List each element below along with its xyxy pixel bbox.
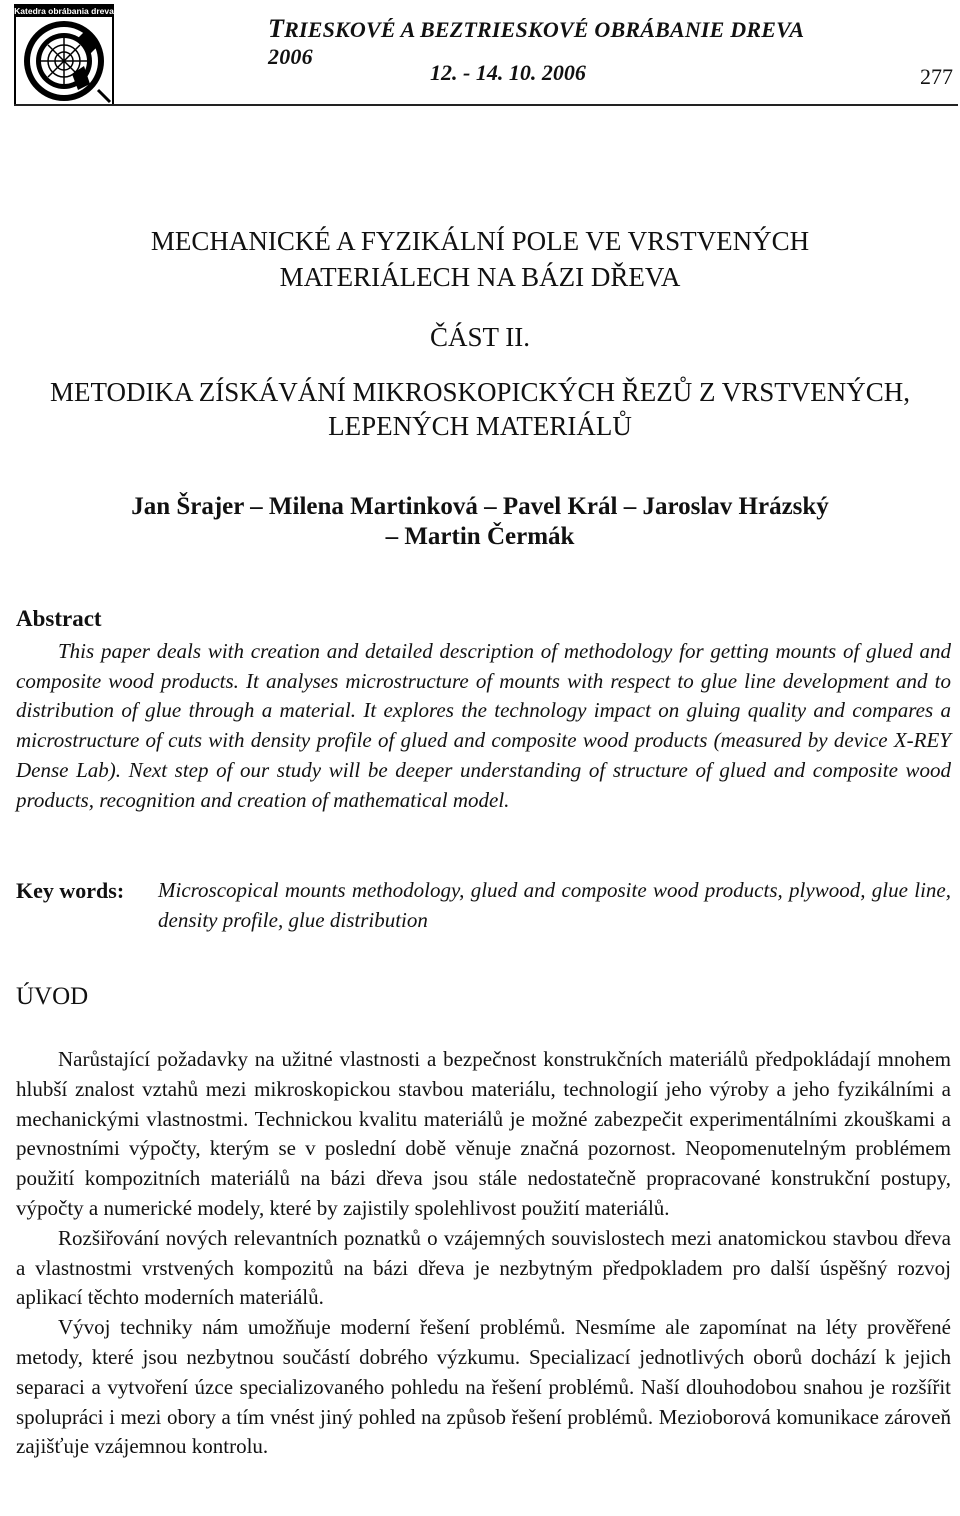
authors-line-1: Jan Šrajer – Milena Martinková – Pavel Král – Jaroslav Hrázský: [131, 493, 829, 520]
paper-subtitle-line-2: LEPENÝCH MATERIÁLŮ: [328, 411, 632, 441]
paper-title-line-1: MECHANICKÉ A FYZIKÁLNÍ POLE VE VRSTVENÝCH: [150, 226, 810, 256]
paragraph: Rozšiřování nových relevantních poznatků o vzájemných souvislostech mezi anatomickou stavbou dřeva a vlastnostmi vrstvených kompozitů na bázi dřeva je nezbytným předpokladem pro další úspěšný rozvoj aplikací těchto moderních materiálů.: [16, 1225, 951, 1310]
keywords-text: Microscopical mounts methodology, glued and composite wood products, plywood, glue line, density profile, glue distribution: [158, 878, 951, 932]
paragraph: Narůstající požadavky na užitné vlastnosti a bezpečnost konstrukčních materiálů předpokládají mnohem hlubší znalost vztahů mezi mikroskopickou stavbou materiálu, technologií jeho výroby a jeho fyzikálními a mechanickými vlastnostmi. Technickou kvalitu materiálů je možné zabezpečit experimentálními zkouškami a pevnostními výpočty, kterým se v poslední době věnuje značná pozornost. Neopomenutelným problémem použití kompozitních materiálů na bázi dřeva jsou stále nedostatečně propracované konstrukční postupy, výpočty a numerické modely, které by zajistily spolehlivost použití materiálů.: [16, 1047, 951, 1220]
keywords: [16, 876, 951, 935]
abstract-heading: Abstract: [16, 606, 102, 631]
conference-title-initial: T: [268, 14, 285, 43]
authors-line-2: – Martin Čermák: [385, 523, 575, 550]
paper-subtitle: [0, 375, 960, 443]
logo-emblem-icon: [14, 4, 114, 106]
keywords-label: Key words:: [16, 878, 125, 903]
section-body: [16, 1045, 951, 1462]
abstract-text: This paper deals with creation and detailed description of methodology for getting mounts of glued and composite wood products. It analyses microstructure of mounts with respect to glue line development and to distribution of glue through a material. It explores the technology impact on gluing quality and compares a microstructure of cuts with density profile of glued and composite wood products (measured by device X-REY Dense Lab). Next step of our study will be deeper understanding of structure of glued and composite wood products, recognition and creation of mathematical model.: [16, 639, 951, 812]
paper-part: ČÁST II.: [429, 322, 530, 352]
conference-date: 12. - 14. 10. 2006: [430, 60, 586, 85]
section-heading: ÚVOD: [16, 983, 89, 1010]
logo-text: Katedra obrábania dreva: [14, 6, 114, 16]
header-divider: [14, 104, 958, 106]
page-number: 277: [920, 64, 953, 89]
paper-subtitle-line-1: METODIKA ZÍSKÁVÁNÍ MIKROSKOPICKÝCH ŘEZŮ Z VRSTVENÝCH,: [49, 377, 911, 407]
department-logo: [14, 4, 114, 106]
paper-title: [0, 223, 960, 295]
paper-title-line-2: MATERIÁLECH NA BÁZI DŘEVA: [279, 262, 681, 292]
conference-title-rest: RIESKOVÉ A BEZTRIESKOVÉ OBRÁBANIE DREVA 2006: [268, 17, 803, 69]
paragraph: Vývoj techniky nám umožňuje moderní řešení problémů. Nesmíme ale zapomínat na léty prověřené metody, které jsou nezbytnou součástí dobrého výzkumu. Specializací jednotlivých oborů dochází k jejich separaci a vytvoření úzce specializovaného pohledu na řešení problémů. Naší dlouhodobou snahou je rozšířit spolupráci i mezi obory a tím vnést jiný pohled na způsob řešení problémů. Mezioborová komunikace zároveň zajišťuje vzájemnou kontrolu.: [16, 1315, 951, 1459]
authors: [0, 492, 960, 552]
